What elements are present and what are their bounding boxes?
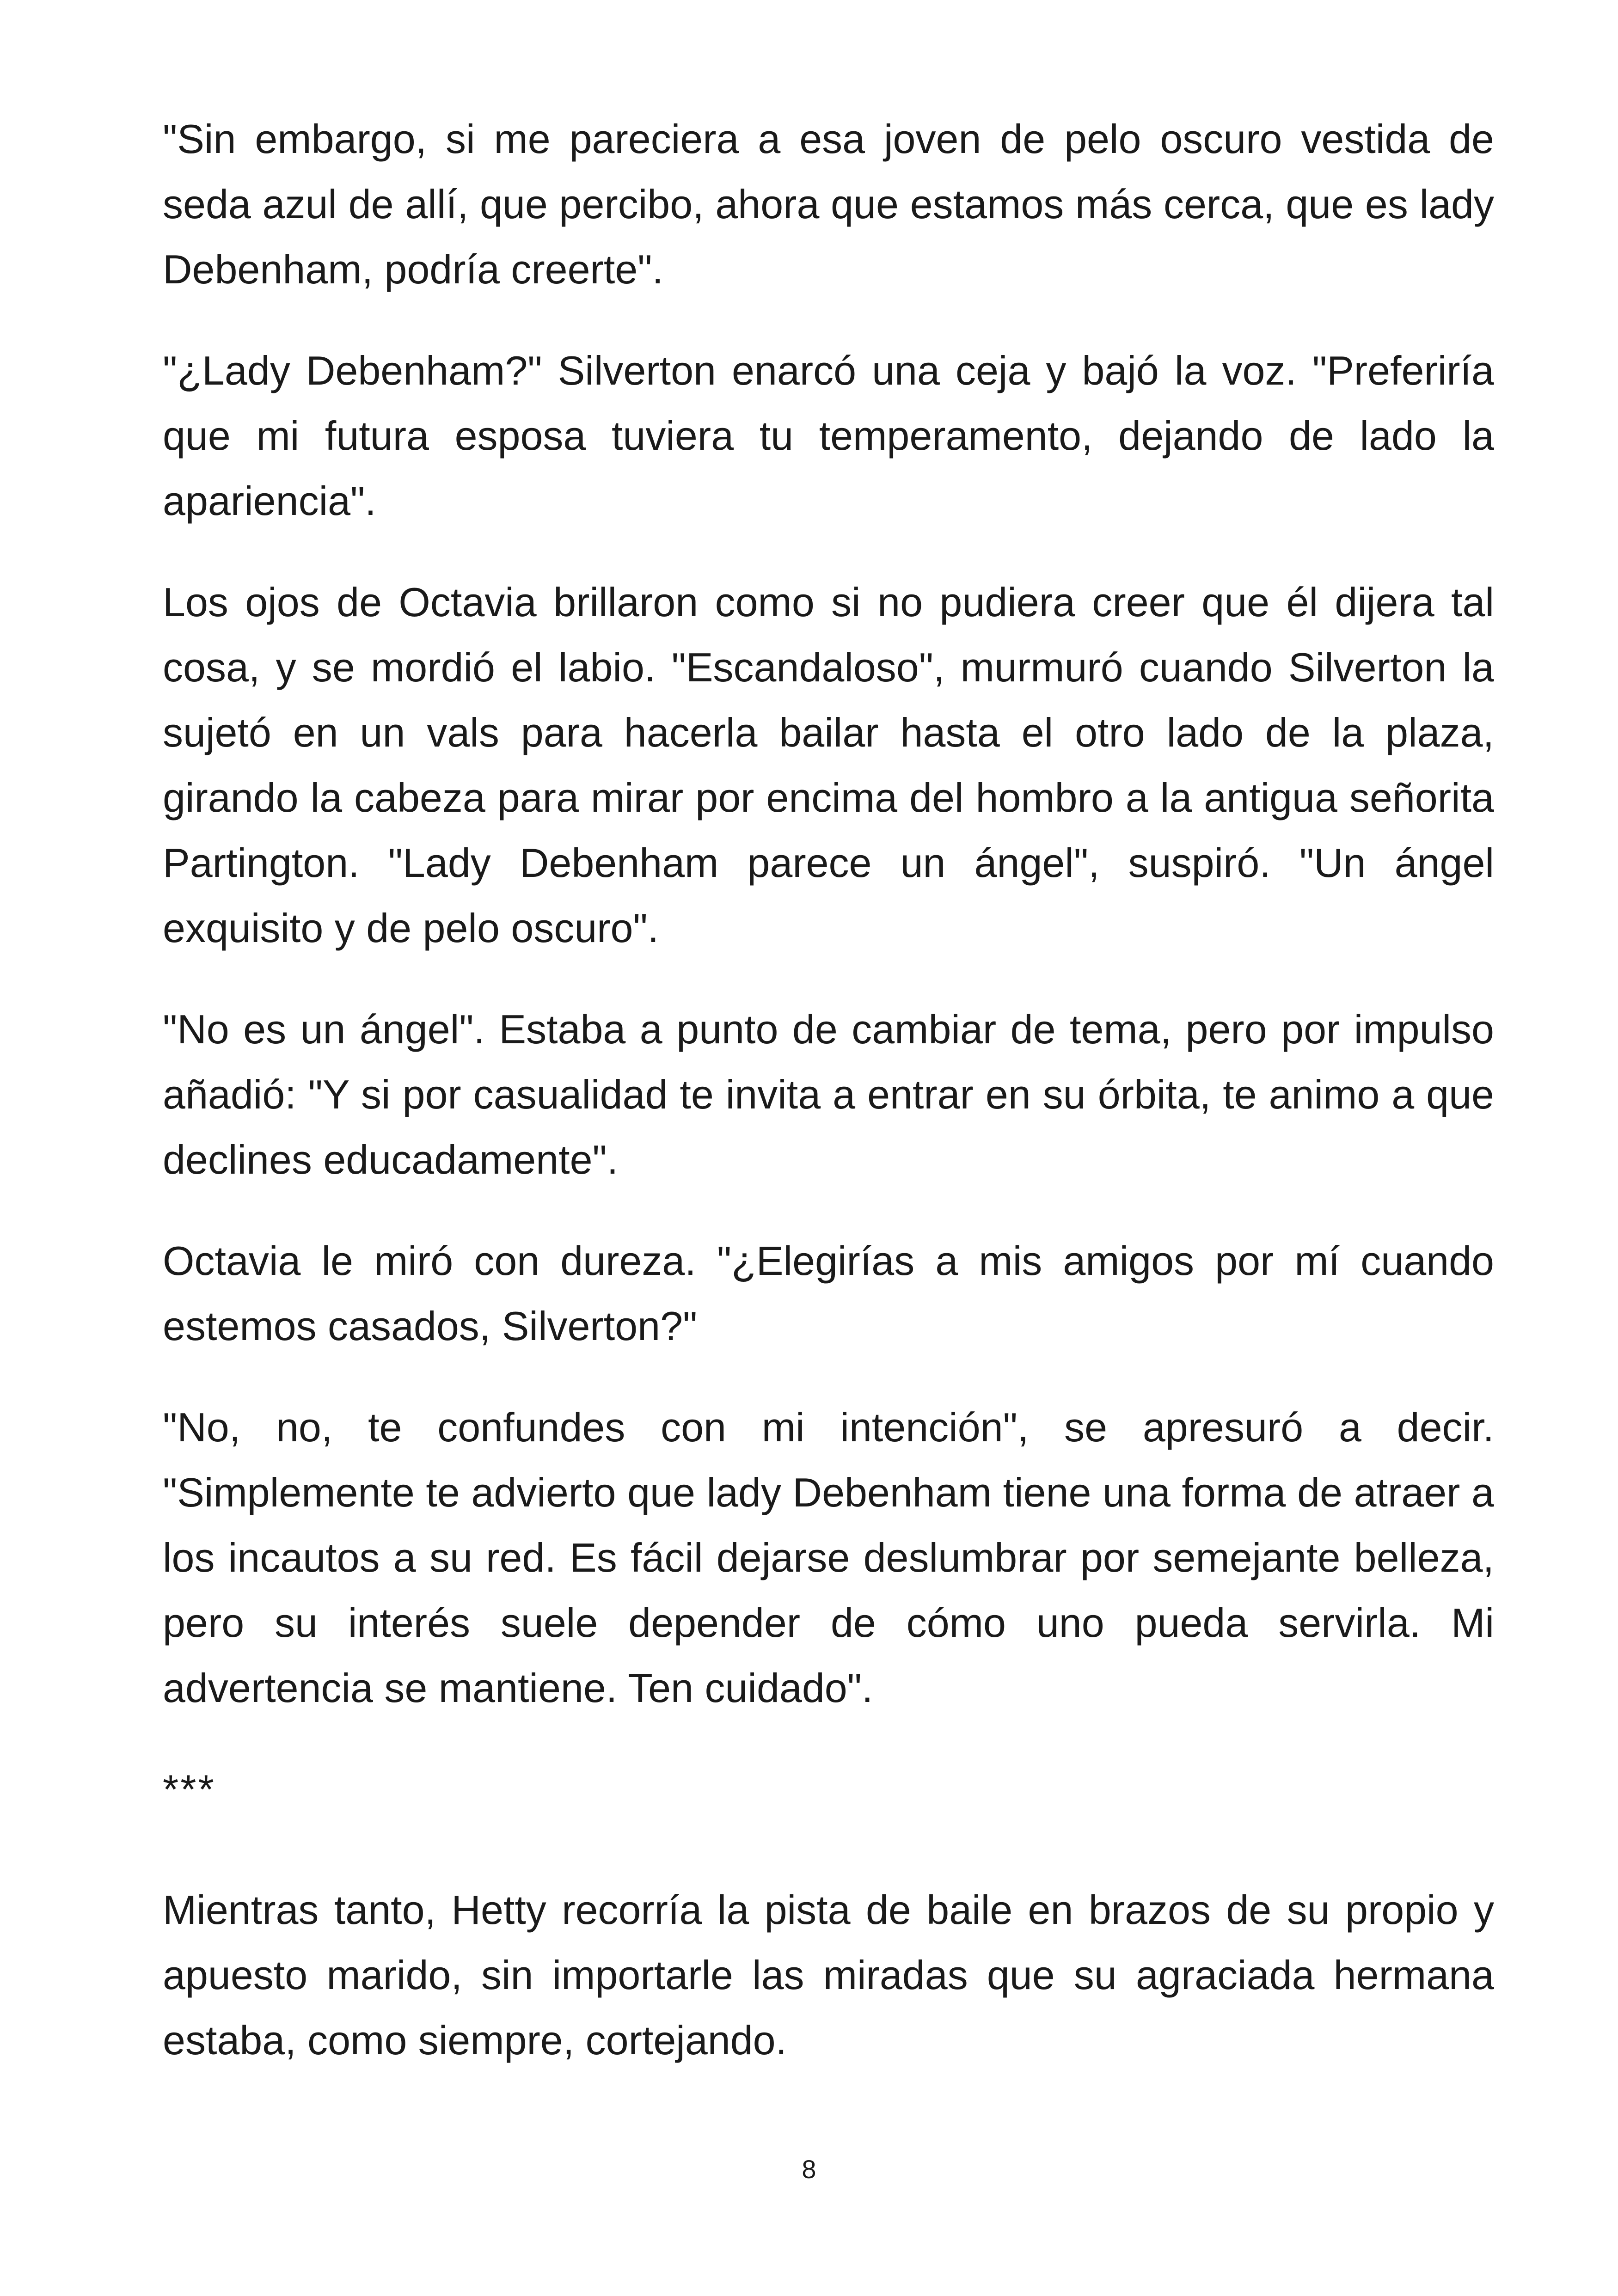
paragraph-1: "Sin embargo, si me pareciera a esa joven de pelo oscuro vestida de seda azul de allí, que percibo, ahora que estamos más cerca, que es lady Debenham, podría creerte". <box>163 116 1494 292</box>
page-number: 8 <box>802 2155 816 2184</box>
paragraph-2: "¿Lady Debenham?" Silverton enarcó una ceja y bajó la voz. "Preferiría que mi futura esposa tuviera tu temperamento, dejando de lado la apariencia". <box>163 348 1494 524</box>
paragraph-5: Octavia le miró con dureza. "¿Elegirías a mis amigos por mí cuando estemos casados, Silverton?" <box>163 1238 1494 1349</box>
paragraph-6: "No, no, te confundes con mi intención", se apresuró a decir. "Simplemente te advierto que lady Debenham tiene una forma de atraer a los incautos a su red. Es fácil dejarse deslumbrar por semejante belleza, pero su interés suele depender de cómo uno pueda servirla. Mi advertencia se mantiene. Ten cuidado". <box>163 1404 1494 1711</box>
paragraph-3: Los ojos de Octavia brillaron como si no pudiera creer que él dijera tal cosa, y se mordió el labio. "Escandaloso", murmuró cuando Silverton la sujetó en un vals para hacerla bailar hasta el otro lado de la plaza, girando la cabeza para mirar por encima del hombro a la antigua señorita Partington. "Lady Debenham parece un ángel", suspiró. "Un ángel exquisito y de pelo oscuro". <box>163 579 1494 951</box>
body-text <box>163 106 1494 2109</box>
scene-break: *** <box>163 1766 216 1812</box>
paragraph-7: Mientras tanto, Hetty recorría la pista de baile en brazos de su propio y apuesto marido, sin importarle las miradas que su agraciada hermana estaba, como siempre, cortejando. <box>163 1887 1494 2063</box>
paragraph-4: "No es un ángel". Estaba a punto de cambiar de tema, pero por impulso añadió: "Y si por casualidad te invita a entrar en su órbita, te animo a que declines educadamente". <box>163 1006 1494 1182</box>
